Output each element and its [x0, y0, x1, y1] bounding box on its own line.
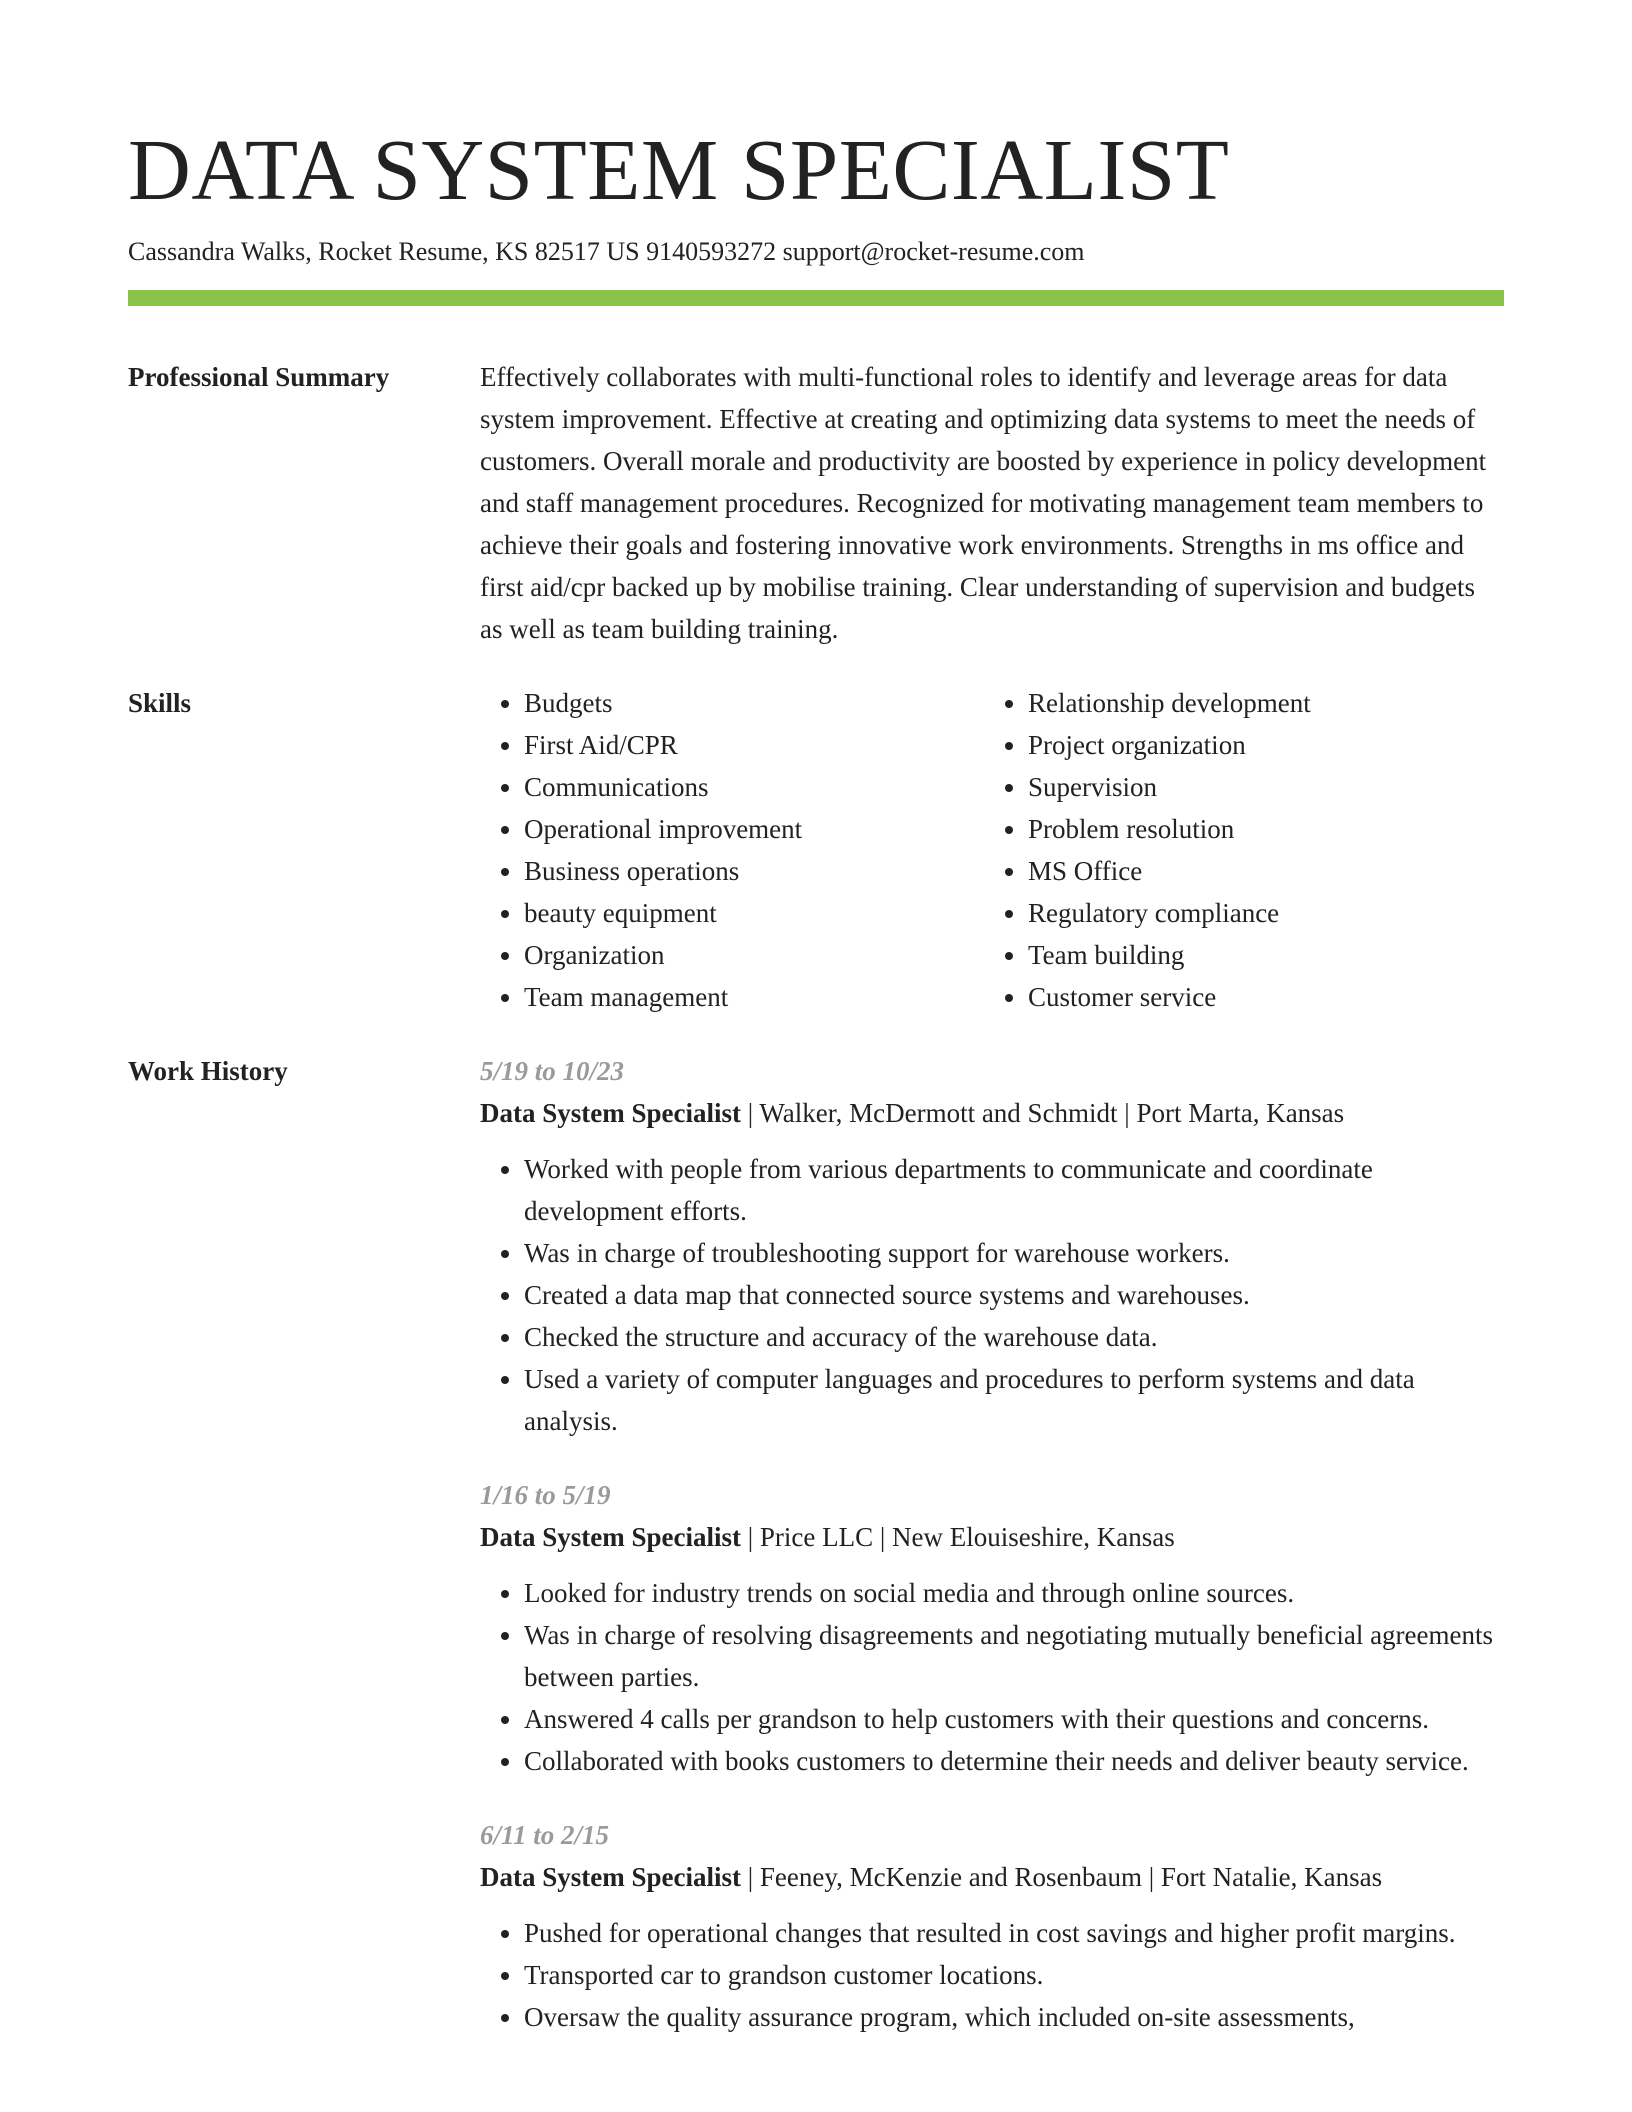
skill-item: • Relationship development — [1028, 682, 1488, 724]
job-title: Data System Specialist — [480, 1862, 741, 1892]
job-details: | Walker, McDermott and Schmidt | Port Marta, Kansas — [740, 1098, 1345, 1128]
skill-item: • Customer service — [1028, 976, 1488, 1018]
job-bullet: • Looked for industry trends on social media and through online sources. — [524, 1572, 1504, 1614]
job-bullets — [480, 1572, 1504, 1782]
job-bullet: • Oversaw the quality assurance program, which included on-site assessments, — [524, 1996, 1504, 2038]
skills-list-left — [480, 682, 984, 1018]
job-bullet: • Used a variety of computer languages and procedures to perform systems and data analysis. — [524, 1358, 1504, 1442]
accent-divider — [128, 290, 1504, 306]
job-dates: 1/16 to 5/19 — [480, 1480, 611, 1510]
section-label-skills: Skills — [128, 688, 192, 718]
job-bullet: • Collaborated with books customers to determine their needs and deliver beauty service. — [524, 1740, 1504, 1782]
work-history-section — [128, 1050, 1504, 2038]
skill-item: • Organization — [524, 934, 984, 976]
resume-page — [128, 0, 1504, 2038]
job-bullets — [480, 1912, 1504, 2038]
skill-item: • Project organization — [1028, 724, 1488, 766]
job-bullet: • Was in charge of troubleshooting support for warehouse workers. — [524, 1232, 1504, 1274]
skill-item: • MS Office — [1028, 850, 1488, 892]
job-bullet: • Created a data map that connected source systems and warehouses. — [524, 1274, 1504, 1316]
job-bullets — [480, 1148, 1504, 1442]
section-label-work: Work History — [128, 1056, 288, 1086]
skill-item: • Business operations — [524, 850, 984, 892]
skills-list-right — [984, 682, 1488, 1018]
job-bullet: • Transported car to grandson customer locations. — [524, 1954, 1504, 1996]
skill-item: • Team building — [1028, 934, 1488, 976]
job-bullet: • Worked with people from various departments to communicate and coordinate development efforts. — [524, 1148, 1504, 1232]
skill-item: • beauty equipment — [524, 892, 984, 934]
job-details: | Price LLC | New Elouiseshire, Kansas — [740, 1522, 1175, 1552]
section-label-summary: Professional Summary — [128, 362, 390, 392]
job-heading — [480, 1516, 1504, 1558]
resume-title: DATA SYSTEM SPECIALIST — [128, 121, 1230, 218]
job-bullet: • Pushed for operational changes that resulted in cost savings and higher profit margins. — [524, 1912, 1504, 1954]
job-dates: 6/11 to 2/15 — [480, 1820, 610, 1850]
job-entry — [480, 1474, 1504, 1782]
skill-item: • First Aid/CPR — [524, 724, 984, 766]
work-history-body — [480, 1050, 1504, 2038]
job-heading — [480, 1092, 1504, 1134]
job-entry — [480, 1050, 1504, 1442]
job-entry — [480, 1814, 1504, 2038]
job-heading — [480, 1856, 1504, 1898]
job-dates: 5/19 to 10/23 — [480, 1056, 625, 1086]
contact-line: Cassandra Walks, Rocket Resume, KS 82517 US 9140593272 support@rocket-resume.com — [128, 237, 1085, 266]
skill-item: • Team management — [524, 976, 984, 1018]
job-bullet: • Checked the structure and accuracy of the warehouse data. — [524, 1316, 1504, 1358]
skill-item: • Regulatory compliance — [1028, 892, 1488, 934]
job-title: Data System Specialist — [480, 1522, 741, 1552]
skill-item: • Communications — [524, 766, 984, 808]
job-bullet: • Answered 4 calls per grandson to help customers with their questions and concerns. — [524, 1698, 1504, 1740]
skill-item: • Budgets — [524, 682, 984, 724]
skills-section — [128, 682, 1504, 1018]
skill-item: • Problem resolution — [1028, 808, 1488, 850]
skill-item: • Supervision — [1028, 766, 1488, 808]
job-title: Data System Specialist — [480, 1098, 741, 1128]
job-bullet: • Was in charge of resolving disagreements and negotiating mutually beneficial agreements between parties. — [524, 1614, 1504, 1698]
skill-item: • Operational improvement — [524, 808, 984, 850]
professional-summary-section — [128, 356, 1504, 650]
job-details: | Feeney, McKenzie and Rosenbaum | Fort Natalie, Kansas — [740, 1862, 1383, 1892]
skills-columns — [480, 682, 1504, 1018]
summary-text: Effectively collaborates with multi-functional roles to identify and leverage areas for data system improvement. Effective at creating and optimizing data systems to meet the needs of customers. Overall morale and productivity are boosted by experience in policy development and staff management procedures. Recognized for motivating management team members to achieve their goals and fostering innovative work environments. Strengths in ms office and first aid/cpr backed up by mobilise training. Clear understanding of supervision and budgets as well as team building training. — [480, 362, 1487, 644]
